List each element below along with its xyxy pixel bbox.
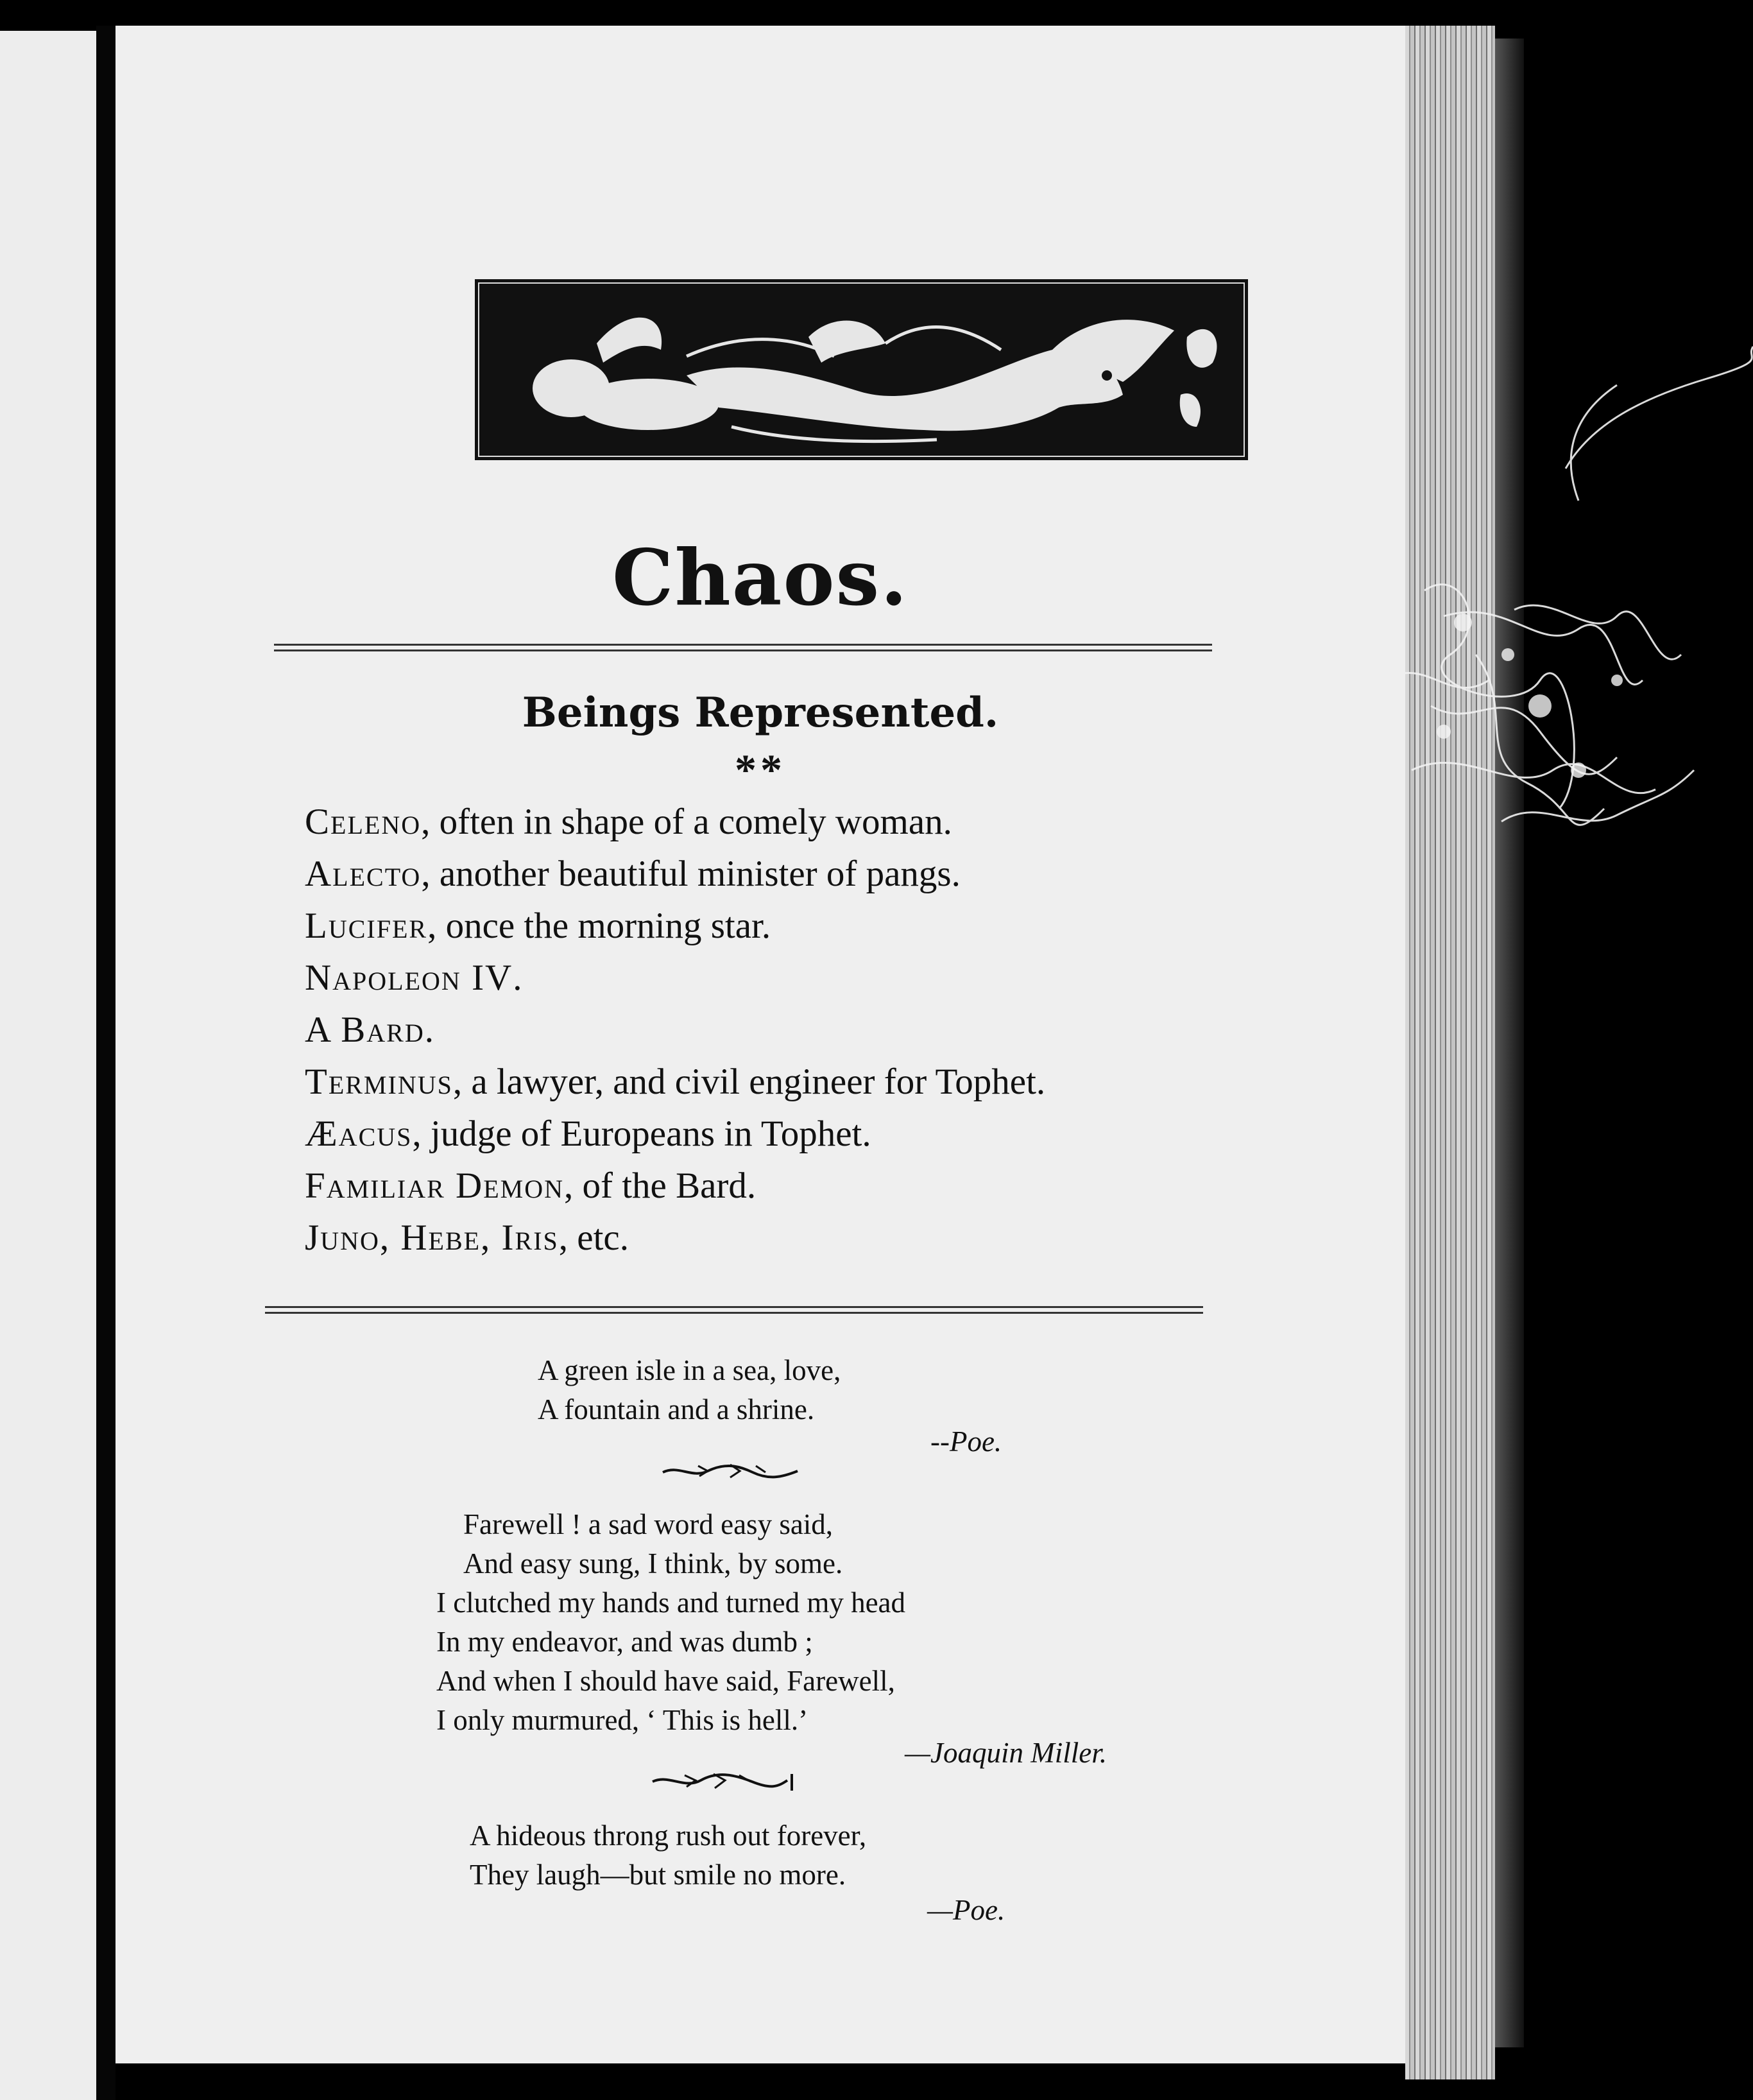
cast-name: Alecto [305,854,422,894]
cast-description: , judge of Europeans in Tophet. [412,1114,871,1154]
epigraph-poe-2 [470,1816,866,1895]
book-page [115,26,1405,2063]
cast-item [305,900,1364,952]
cast-name: Æacus [305,1114,413,1154]
asterisk-separator: ** [735,745,786,794]
verse-line: A hideous throng rush out forever, [470,1820,867,1852]
cast-description: , a lawyer, and civil engineer for Tophet. [452,1062,1046,1102]
book-gutter [96,26,115,2100]
cast-description: , once the morning star. [427,906,771,946]
verse-line: They laugh—but smile no more. [470,1859,846,1891]
cast-item [305,1160,1364,1212]
cast-item [305,796,1364,848]
epigraph-attribution: --Poe. [930,1425,1002,1458]
cast-item [305,848,1364,900]
section-heading: Beings Represented. [522,689,999,737]
cast-item [305,1108,1364,1160]
epigraph-attribution: —Poe. [927,1894,1005,1926]
verse-line: In my endeavor, and was dumb ; [436,1626,813,1658]
cast-name: Juno, Hebe, Iris [305,1218,559,1258]
cast-name: Terminus [305,1062,453,1102]
epigraph-attribution: —Joaquin Miller. [905,1737,1107,1769]
cast-item [305,1212,1364,1264]
cast-name: Celeno [305,802,422,842]
cast-description: . [424,1010,434,1050]
verse-line: I clutched my hands and turned my head [436,1587,906,1619]
dragon-ornament-icon [475,279,1248,460]
cast-item [305,1056,1364,1108]
paper-fibers-icon [1347,321,1753,1091]
verse-line: A fountain and a shrine. [538,1393,815,1425]
double-rule-top [274,644,1212,651]
left-page-edge [0,31,96,2100]
cast-name: A Bard [305,1010,425,1050]
cast-name: Familiar Demon [305,1166,564,1206]
epigraph-poe-1 [538,1351,841,1429]
cast-item [305,1004,1364,1056]
verse-line: Farewell ! a sad word easy said, [463,1508,834,1540]
verse-line: And easy sung, I think, by some. [463,1547,843,1579]
cast-list [305,796,1364,1264]
verse-line: I only murmured, ‘ This is hell.’ [436,1704,808,1736]
cast-description: , another beautiful minister of pangs. [421,854,961,894]
verse-line: And when I should have said, Farewell, [436,1665,895,1697]
vine-flourish-icon [649,1769,797,1794]
cast-name: Lucifer [305,906,428,946]
vine-flourish-icon [660,1458,801,1484]
cast-description: . [513,958,522,998]
double-rule-bottom [265,1306,1203,1314]
verse-line: A green isle in a sea, love, [538,1354,841,1386]
cast-description: , of the Bard. [563,1166,757,1206]
cast-item [305,952,1364,1004]
cast-name: Napoleon IV [305,958,513,998]
epigraph-miller [436,1505,905,1740]
cast-description: , often in shape of a comely woman. [421,802,952,842]
page-title: Chaos. [612,533,909,623]
cast-description: , etc. [558,1218,629,1258]
